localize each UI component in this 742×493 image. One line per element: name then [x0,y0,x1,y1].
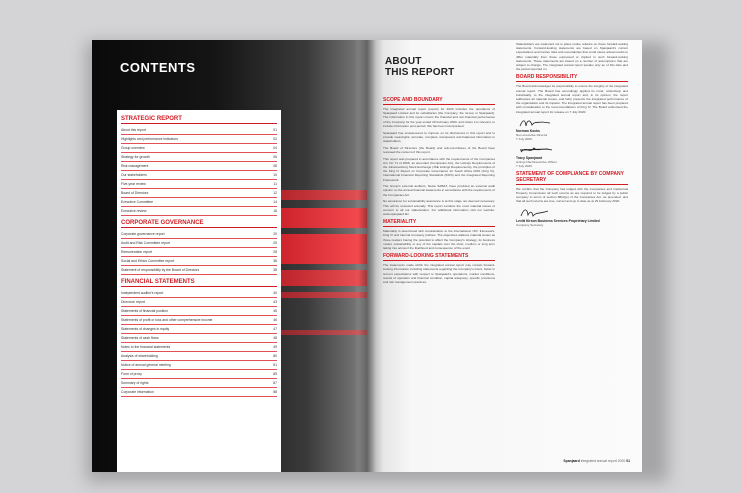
toc-label: Executive review [121,209,147,213]
toc-page: 01 [273,128,277,132]
toc-label: Highlights and performance indicators [121,137,178,141]
open-brochure [92,40,642,472]
toc-page: 02 [273,137,277,141]
toc-row[interactable] [121,230,277,239]
toc-page: 43 [273,300,277,304]
toc-row[interactable] [121,126,277,135]
toc-row[interactable] [121,257,277,266]
about-column-right [516,42,628,227]
toc-row[interactable] [121,239,277,248]
toc-row[interactable] [121,289,277,298]
toc-row[interactable] [121,162,277,171]
toc-row[interactable] [121,307,277,316]
footer-text: integrated annual report 2020 [580,459,626,463]
toc-page: 88 [273,390,277,394]
toc-row[interactable] [121,370,277,379]
toc-label: Executive Committee [121,200,154,204]
toc-page: 87 [273,381,277,385]
signature-mark [518,117,558,129]
toc-label: Statements of cash flows [121,336,159,340]
toc-label: Remuneration report [121,250,153,254]
about-column-left [383,94,495,287]
toc-page: 40 [273,291,277,295]
signature-mark [518,144,558,156]
signature-date: 7 July 2020 [516,136,532,141]
toc-row[interactable] [121,198,277,207]
paragraph: We confirm that the Company has lodged with the Companies and Intellectual Property Commission all such returns as are required to be lodged by a public company in terms of section 88(2)(e) of the Companies Act, as amended, and that all such returns are true, correct and up to date as at 29 February 2020. [516,186,628,204]
toc-row[interactable] [121,316,277,325]
footer-brand: Spanjaard [563,459,580,463]
toc-page: 46 [273,318,277,322]
toc-label: Strategy for growth [121,155,150,159]
paragraph: The Board acknowledges its responsibility to ensure the integrity of the integrated annual report. The Board has accordingly applied its mind, collectively and individually, to the integrated annual report and, in its opinion, the report addresses all material issues, and fairly presents the integrated performance of the organisation and its impacts. The integrated annual report has been prepared with consideration to the recommendations of King IV. The Board authorised the integrated annual report for release on 7 July 2020. [516,84,628,114]
toc-page: 10 [273,173,277,177]
toc-row[interactable] [121,361,277,370]
toc-page: 08 [273,164,277,168]
signature-company-secretary [516,207,628,219]
toc-row[interactable] [121,352,277,361]
toc-label: Statements of changes in equity [121,327,170,331]
signature-date: 7 July 2020 [516,163,532,168]
paragraph: The Board of Directors (the Board) and sub-committees of the Board have reviewed the content of this report. [383,145,495,154]
contents-page [92,40,367,472]
about-title-line2: THIS REPORT [385,67,455,78]
paragraph: The statements made within the integrated annual report may contain forward-looking information including statements regarding the Company's intent, belief or current expectations with respect to Spanjaard's operations, market conditions, results of operation and financial condition, capital adequacy, specific provisions and risk management practices. [383,263,495,284]
toc-label: Notes to the financial statements [121,345,171,349]
signature-mark [518,207,558,219]
toc-page: 06 [273,155,277,159]
toc-row[interactable] [121,298,277,307]
section-heading-scope: SCOPE AND BOUNDARY [383,97,495,105]
toc-page: 48 [273,336,277,340]
toc-label: Our stakeholders [121,173,147,177]
toc-label: Risk management [121,164,149,168]
toc-page: 47 [273,327,277,331]
toc-row[interactable] [121,207,277,216]
toc-section-heading: FINANCIAL STATEMENTS [121,279,277,287]
toc-label: About this report [121,128,146,132]
toc-label: Board of Directors [121,191,149,195]
toc-label: Five-year review [121,182,146,186]
toc-label: Social and Ethics Committee report [121,259,175,263]
toc-label: Analysis of shareholding [121,354,158,358]
toc-page: 04 [273,146,277,150]
toc-label: Corporate information [121,390,154,394]
footer-page-number: 01 [626,459,630,463]
toc-label: Statements of profit or loss and other comprehensive income [121,318,213,322]
page-footer [563,459,630,463]
paragraph: Spanjaard has endeavoured to improve on its disclosures in this report and to provide meaningful, accurate, complete, transparent and balanced information to stakeholders. [383,130,495,143]
toc-page: 85 [273,372,277,376]
toc-label: Corporate governance report [121,232,165,236]
signature-norman-kocks [516,117,628,129]
contents-title: CONTENTS [120,60,196,75]
paragraph: Materiality is determined with consideration to the international <IR> framework, King IV and internal Company policies. The objectives address material issues as those matters having the potential to affect the Company's strategy, its business model, sustainability or any of the capitals over the short, medium or long term taking into account the likelihood and consequence of the event. [383,229,495,250]
signatory-role: Company Secretary [516,222,544,227]
toc-row[interactable] [121,334,277,343]
toc-page: 11 [273,182,277,186]
table-of-contents [117,110,281,472]
signature-tracy-spanjaard [516,144,628,156]
toc-page: 45 [273,309,277,313]
about-page [367,40,642,472]
toc-row[interactable] [121,379,277,388]
signatory-role: Non-executive Director [516,132,548,137]
about-title [385,56,454,78]
paragraph: The integrated annual report (report) for 2020 includes the operations of Spanjaard Limited and its subsidiaries (the Company, the Group or Spanjaard). The information in this report covers the financial and non-financial performance of the Company for the year ended 29 February 2020, and where it is relevant, to include information post-period, this has been incorporated. [383,107,495,128]
paragraph: Stakeholders are cautioned not to place undue reliance on these forward-looking statements. Forward-looking statements are based on Spanjaard's current expectations and involve risks and uncertainties that could cause actual results to differ materially from those expressed or implied in such forward-looking statements. These statements are based on a number of assumptions that are subject to change. The integrated annual report speaks only as of this date and the period reported on. [516,42,628,72]
signatory-name: Tracy Spanjaard [516,155,543,160]
toc-row[interactable] [121,144,277,153]
toc-row[interactable] [121,325,277,334]
toc-page: 14 [273,200,277,204]
toc-label: Group overview [121,146,145,150]
toc-page: 36 [273,259,277,263]
section-heading-secretary: STATEMENT OF COMPLIANCE BY COMPANY SECRETARY [516,171,628,185]
toc-row[interactable] [121,180,277,189]
signatory-name: Norman Kocks [516,128,540,133]
signatory-role: Acting Chief Executive Officer [516,159,557,164]
toc-row[interactable] [121,189,277,198]
paragraph: This report was prepared in accordance with the requirements of the Companies Act, No 71 of 2008, as amended (Companies Act), the Listings Requirements of the Johannesburg Stock Exchange (JSE Listings Requirements), the principles of the King IV Report on Corporate Governance for South Africa 2016 (King IV), International Financial Reporting Standards (IFRS) and the Integrated Reporting Framework. [383,156,495,182]
toc-label: Summary of rights [121,381,149,385]
toc-row[interactable] [121,135,277,144]
about-title-line1: ABOUT [385,56,422,67]
toc-page: 28 [273,250,277,254]
toc-row[interactable] [121,343,277,352]
toc-label: Audit and Risk Committee report [121,241,170,245]
paragraph: No assurance for sustainability assurance is at this stage not deemed necessary. This will be reviewed annually. This report contains the most material issues of concern to all our stakeholders. For additional information visit our website: www.spanjaard.biz. [383,199,495,216]
toc-page: 12 [273,191,277,195]
toc-row[interactable] [121,388,277,397]
toc-page: 25 [273,241,277,245]
signatory-name: Levitt Kirson Business Services Proprietary Limited [516,218,600,223]
toc-page: 49 [273,345,277,349]
toc-row[interactable] [121,266,277,275]
toc-page: 80 [273,354,277,358]
section-heading-forward-looking: FORWARD-LOOKING STATEMENTS [383,253,495,261]
toc-row[interactable] [121,153,277,162]
toc-label: Independent auditor's report [121,291,164,295]
toc-page: 38 [273,268,277,272]
toc-label: Directors' report [121,300,146,304]
toc-page: 16 [273,209,277,213]
section-heading-materiality: MATERIALITY [383,219,495,227]
toc-page: 81 [273,363,277,367]
toc-label: Statement of responsibility by the Board of Directors [121,268,200,272]
toc-label: Form of proxy [121,372,142,376]
toc-page: 20 [273,232,277,236]
toc-section-heading: STRATEGIC REPORT [121,116,277,124]
toc-row[interactable] [121,248,277,257]
toc-row[interactable] [121,171,277,180]
toc-label: Statements of financial position [121,309,168,313]
section-heading-board: BOARD RESPONSIBILITY [516,74,628,82]
toc-section-heading: CORPORATE GOVERNANCE [121,220,277,228]
paragraph: The Group's external auditors, Nexia SAB&T, have provided an external audit opinion on the annual financial statements in accordance with the requirements of the Companies Act. [383,184,495,197]
toc-label: Notice of annual general meeting [121,363,171,367]
